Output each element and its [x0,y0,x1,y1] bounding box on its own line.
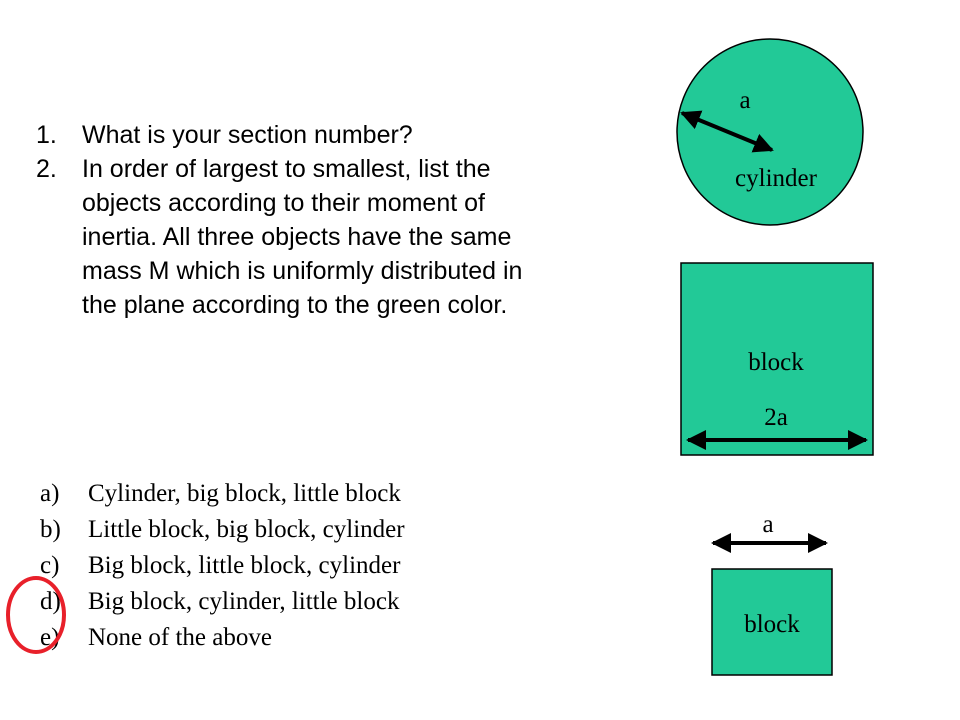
answer-letter: b) [40,516,61,543]
answer-text: Big block, little block, cylinder [88,552,401,579]
answer-letter: d) [40,588,61,615]
small-block-width-label: a [762,511,774,538]
question-number: 2. [36,155,57,183]
selected-answer-circle [8,578,64,652]
small-block-label: block [744,611,800,638]
question-number: 1. [36,121,57,149]
answer-text: Big block, cylinder, little block [88,588,400,615]
big-block-width-label: 2a [764,404,788,431]
answer-text: Cylinder, big block, little block [88,480,401,507]
answer-letter: e) [40,624,60,651]
answer-text: None of the above [88,624,272,651]
cylinder-radius-label: a [739,87,751,114]
question-text: What is your section number? [82,121,413,149]
question-text: In order of largest to smallest, list the objects according to their moment of inertia. All three objects have the same mass M which is uniformly distributed in the plane according to the green color. [82,155,523,319]
cylinder-shape [677,39,863,225]
cylinder-label: cylinder [735,165,817,192]
big-block-label: block [748,349,804,376]
answer-text: Little block, big block, cylinder [88,516,405,543]
answer-letter: a) [40,480,60,507]
answer-letter: c) [40,552,60,579]
